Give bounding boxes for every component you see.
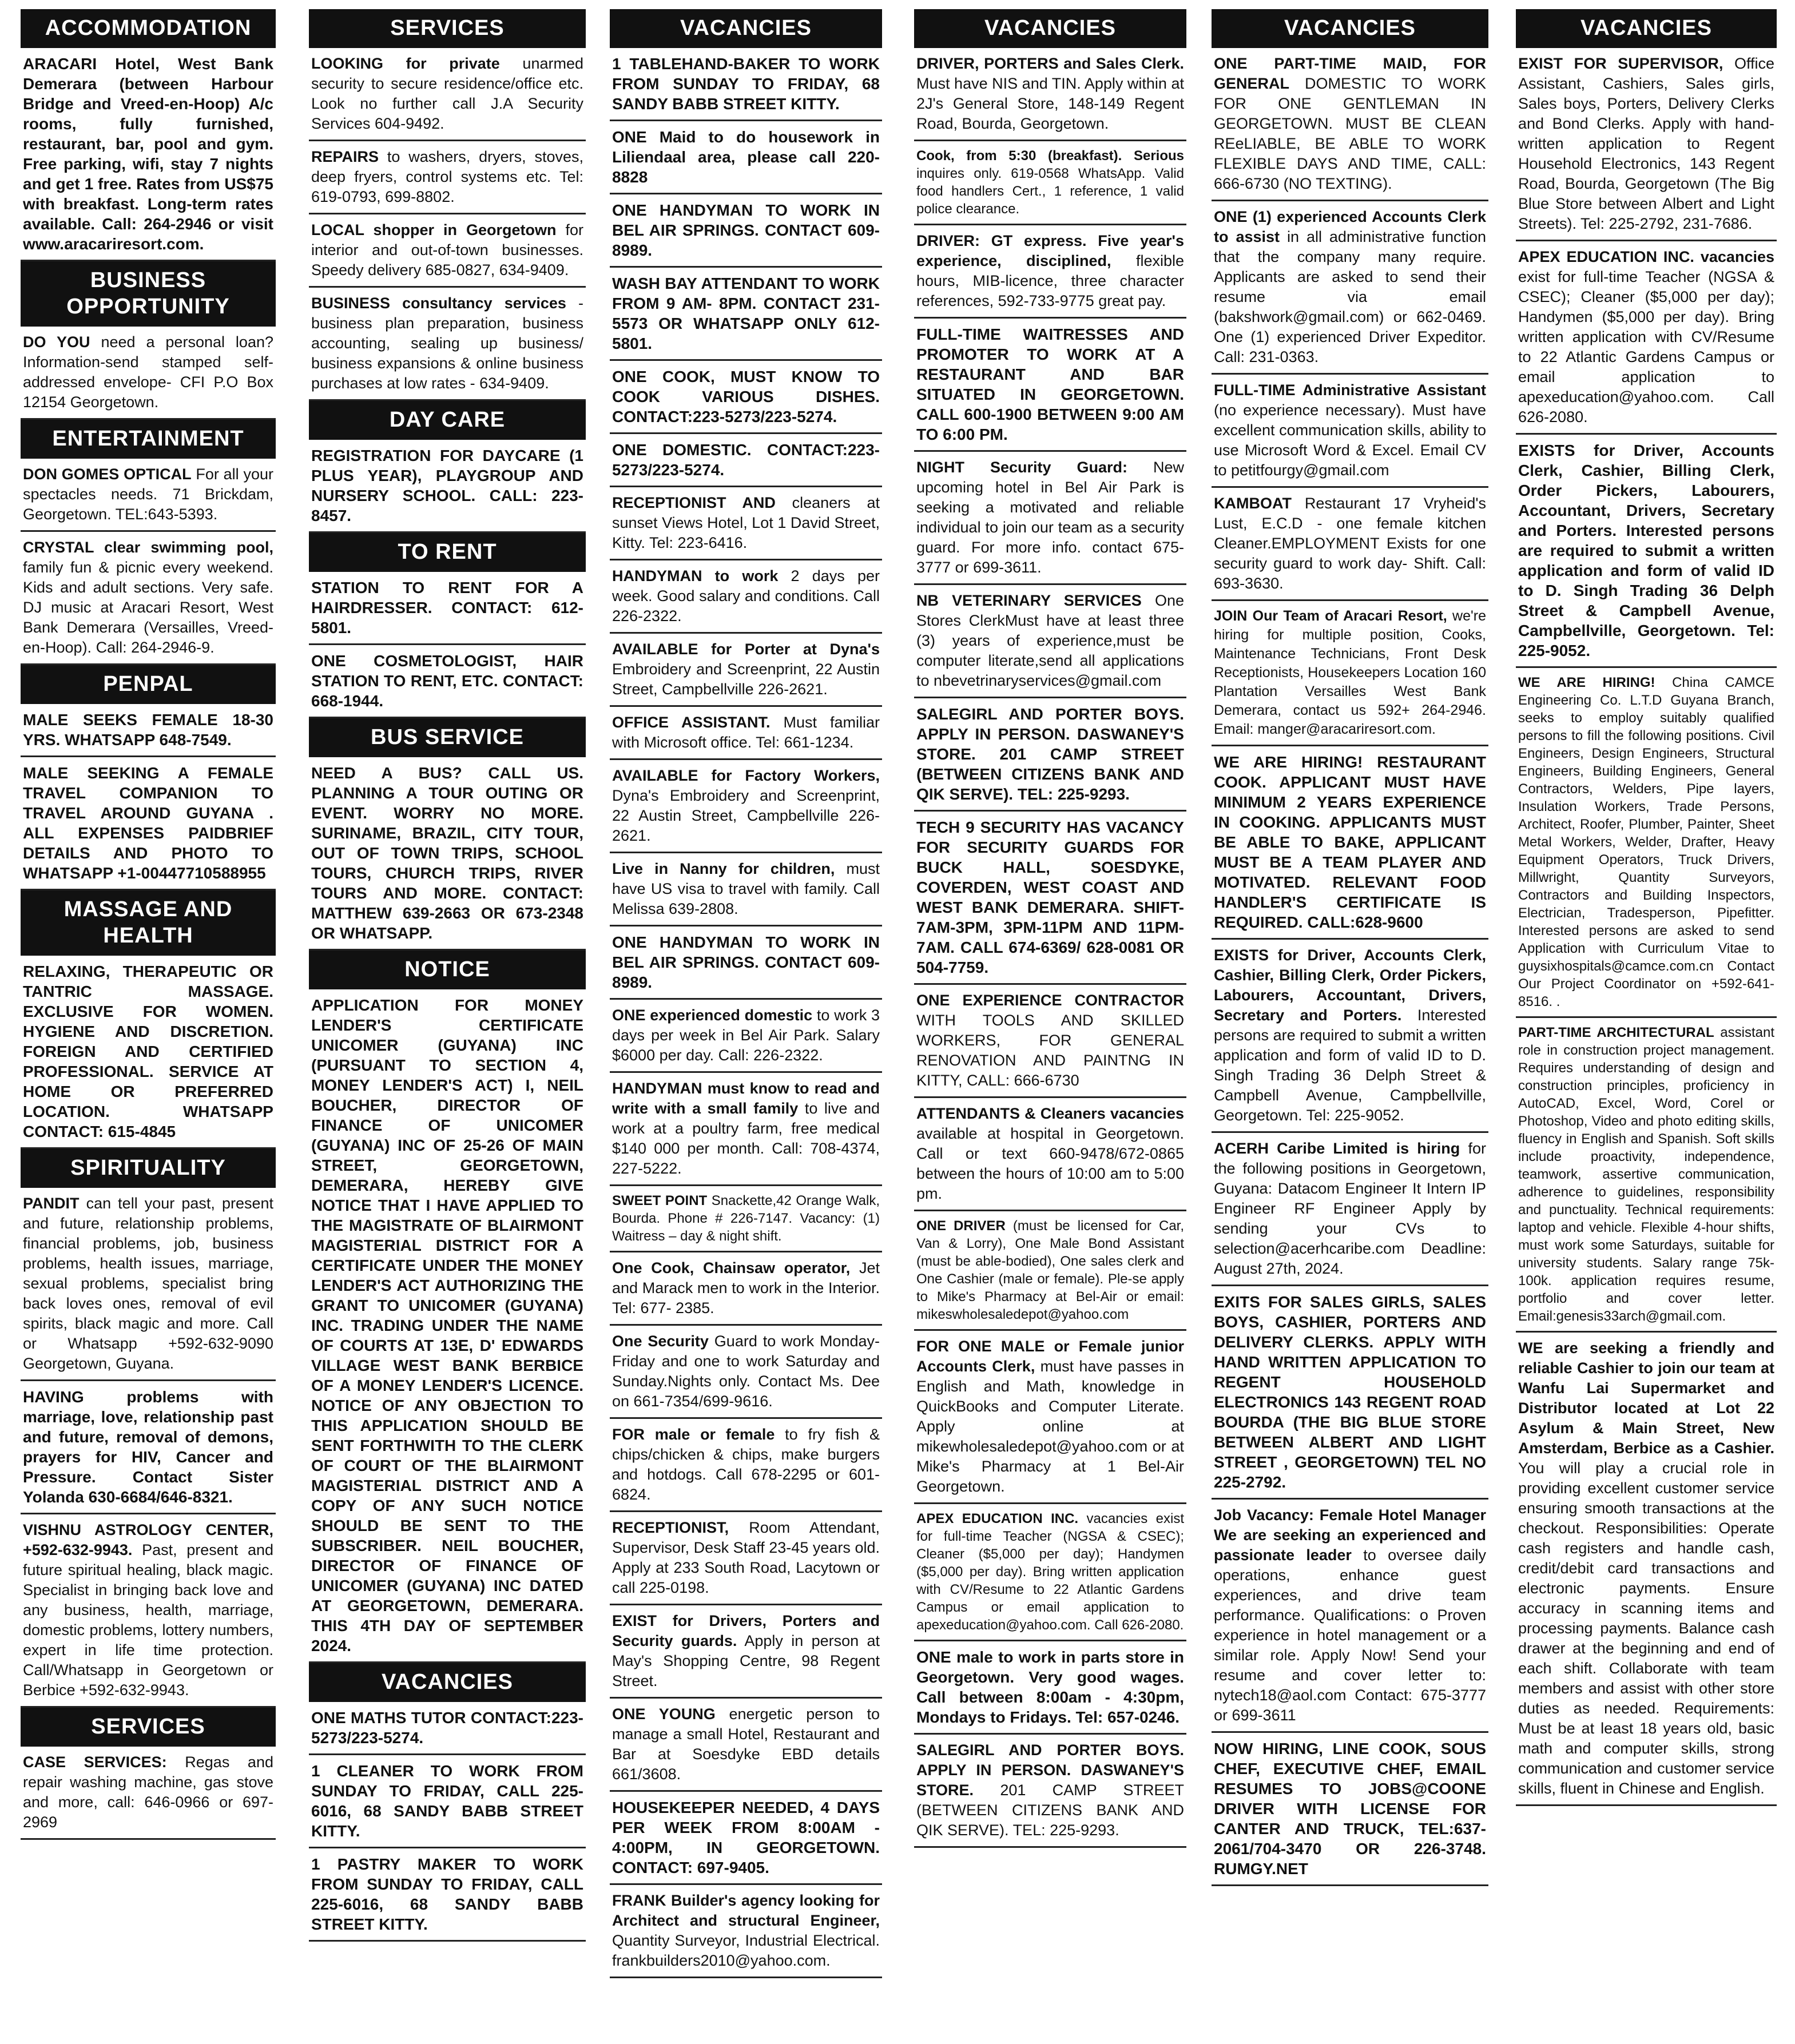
classified-ad — [610, 487, 882, 560]
classified-ad — [1516, 241, 1777, 435]
classified-ad — [21, 1381, 276, 1514]
ad-body-text: (must be licensed for Car, Van & Lorry), One Male Bond Assistant (must be able-bodied), One sales clerk and One Cashier (male or female). Ple-se apply to Mike's Pharmacy at Bel-Air or email: mikeswholesaledepot@yahoo.com — [916, 1218, 1184, 1322]
ad-lead-text: HANDYMAN to work — [612, 567, 779, 584]
classified-ad — [610, 48, 882, 121]
classified-ad — [21, 1514, 276, 1708]
ad-lead-text: EXISTS for Driver, Accounts Clerk, Cashier, Billing Clerk, Order Pickers, Labourers, Accountant, Drivers, Secretary and Porters. Interested persons are required to submit a written application and form of valid ID to D. Singh Trading 36 Delph Street & Campbell Avenue, Campbellville, Georgetown. Tel: 225-9052. — [1518, 442, 1774, 659]
section-header-penpal: PENPAL — [21, 665, 276, 704]
ad-lead-text: PANDIT — [23, 1195, 80, 1212]
classified-ad — [914, 319, 1186, 452]
ad-lead-text: EXISTS for Driver, Accounts Clerk, Cashier, Billing Clerk, Order Pickers, Labourers, Accountant, Drivers, Secretary and Porters. — [1214, 947, 1486, 1024]
classified-ad — [1516, 435, 1777, 668]
ad-lead-text: ONE PART-TIME MAID, FOR GENERAL — [1214, 55, 1486, 92]
ad-body-text: need a personal loan? Information-send stamped self-addressed envelope- CFI P.O Box 12154 Georgetown. — [23, 333, 273, 411]
ad-lead-text: APPLICATION FOR MONEY LENDER'S CERTIFICATE UNICOMER (GUYANA) INC (PURSUANT TO SECTION 4, MONEY LENDER'S ACT) I, NEIL BOUCHER, DIRECTOR OF FINANCE OF UNICOMER (GUYANA) INC OF 25-26 OF MAIN STREET, GEORGETOWN, DEMERARA, HEREBY GIVE NOTICE THAT I HAVE APPLIED TO THE MAGISTRATE OF BLAIRMONT MAGISTERIAL DISTRICT FOR A CERTIFICATE UNDER THE MONEY LENDER'S ACT AUTHORIZING THE GRANT TO UNICOMER (GUYANA) INC. TRADING UNDER THE NAME OF COURTS AT 13E, D' EDWARDS VILLAGE WEST BANK BERBICE OF A MONEY LENDER'S LICENCE. NOTICE OF ANY OBJECTION TO THIS APPLICATION SHOULD BE SENT FORTHWITH TO THE CLERK OF COURT OF THE BLAIRMONT MAGISTERIAL DISTRICT AND A COPY OF ANY SUCH NOTICE SHOULD BE SENT TO THE SUBSCRIBER. NEIL BOUCHER, DIRECTOR OF FINANCE OF UNICOMER (GUYANA) INC DATED AT GEORGETOWN, DEMERARA. THIS 4TH DAY OF SEPTEMBER 2024. — [311, 996, 583, 1655]
ad-lead-text: HAVING problems with marriage, love, relationship past and future, removal of demons, prayers for HIV, Cancer and Pressure. Contact Sister Yolanda 630-6684/646-8321. — [23, 1388, 273, 1506]
section-header-vacancies: VACANCIES — [309, 1663, 586, 1702]
ad-body-text: New upcoming hotel in Bel Air Park is seeking a motivated and reliable individual to join our team as a security guard. For more info. contact 675-3777 or 699-3611. — [916, 459, 1184, 576]
ad-body-text: available at hospital in Georgetown. Call or text 660-9478/672-0865 between the hours of 10:00 am to 5:00 pm. — [916, 1125, 1184, 1202]
ad-lead-text: ARACARI Hotel, West Bank Demerara (between Harbour Bridge and Vreed-en-Hoop) A/c rooms, fully furnished, restaurant, bar, pool and gym. Free parking, wifi, stay 7 nights and get 1 free. Rates from US$75 with breakfast. Long-term rates available. Call: 264-2946 or visit www.aracariresort.com. — [23, 55, 273, 253]
ad-body-text: Must familiar with Microsoft office. Tel: 661-1234. — [612, 714, 880, 751]
classified-ad — [610, 853, 882, 926]
ad-body-text: Room Attendant, Supervisor, Desk Staff 23-45 years old. Apply at 233 South Road, Lacytown or call 225-0198. — [612, 1519, 880, 1596]
section-header-notice: NOTICE — [309, 951, 586, 989]
classified-ad — [610, 268, 882, 361]
ad-body-text: to live and work at a poultry farm, free medical $140 000 per month. Call: 708-4374, 227-5222. — [612, 1100, 880, 1177]
ad-body-text: Past, present and future spiritual healing, black magic. Specialist in bringing back love and any business, health, marriage, domestic problems, lottery numbers, expert in life time protection. Call/Whatsapp in Georgetown or Berbice +592-632-9943. — [23, 1541, 273, 1699]
ad-lead-text: ONE COOK, MUST KNOW TO COOK VARIOUS DISHES. CONTACT:223-5273/223-5274. — [612, 368, 880, 425]
classified-ad — [309, 989, 586, 1663]
classified-ad — [309, 141, 586, 214]
ad-body-text: DOMESTIC TO WORK FOR ONE GENTLEMAN IN GEORGETOWN. MUST BE CLEAN REeLIABLE, BE ABLE TO WORK FLEXIBLE DAYS AND TIME, CALL: 666-6730 (NO TEXTING). — [1214, 75, 1486, 192]
ad-lead-text: ONE male to work in parts store in Georgetown. Very good wages. Call between 8:00am - 4:30pm, Mondays to Fridays. Tel: 657-0246. — [916, 1648, 1184, 1726]
classified-ad — [1212, 1500, 1488, 1733]
classified-ad — [1212, 488, 1488, 601]
classified-ad — [21, 48, 276, 261]
ad-body-text: Embroidery and Screenprint, 22 Austin Street, Campbellville 226-2621. — [612, 661, 880, 698]
ad-body-text: can tell your past, present and future, relationship problems, financial problems, job, business problems, health issues, marriage, sexual problems, specialist bring back loves ones, removal of evil spirits, black magic and more. Call or Whatsapp +592-632-9090 Georgetown, Guyana. — [23, 1195, 273, 1372]
classified-ad — [914, 985, 1186, 1098]
ad-lead-text: KAMBOAT — [1214, 495, 1292, 512]
ad-lead-text: FOR male or female — [612, 1426, 775, 1443]
ad-lead-text: WE ARE HIRING! — [1518, 675, 1655, 690]
section-header-day-care: DAY CARE — [309, 401, 586, 440]
classified-ad — [309, 288, 586, 401]
ad-body-text: - business plan preparation, business accounting, sealing up business/ business expansions & online business purchases at low rates - 634-9409. — [311, 295, 583, 392]
classified-ad — [610, 634, 882, 707]
classified-ad — [610, 1000, 882, 1073]
ad-lead-text: ATTENDANTS & Cleaners vacancies — [916, 1105, 1184, 1122]
classified-ad — [309, 1848, 586, 1942]
ad-lead-text: One Security — [612, 1333, 709, 1350]
classified-ad — [309, 757, 586, 951]
ad-body-text: 2 days per week. Good salary and conditions. Call 226-2322. — [612, 567, 880, 625]
column-1 — [21, 9, 276, 2034]
ad-body-text: WITH TOOLS AND SKILLED WORKERS, FOR GENERAL RENOVATION AND PAINTNG IN KITTY, CALL: 666-6730 — [916, 1012, 1184, 1089]
classified-ad — [1212, 601, 1488, 746]
classified-ad — [914, 1098, 1186, 1211]
classified-ad — [1516, 668, 1777, 1018]
column-6 — [1516, 9, 1777, 2034]
classified-ad — [309, 440, 586, 533]
column-4 — [914, 9, 1186, 2034]
classified-ad — [610, 1699, 882, 1792]
classified-ad — [21, 1188, 276, 1381]
classified-ad — [914, 1735, 1186, 1848]
classified-ad — [21, 956, 276, 1149]
ad-body-text: 201 CAMP STREET (BETWEEN CITIZENS BANK AND QIK SERVE). TEL: 225-9293. — [916, 1781, 1184, 1839]
classified-ad — [1212, 48, 1488, 201]
ad-body-text: we're hiring for multiple position, Cooks, Maintenance Technicians, Front Desk Receptionists, Housekeepers Location 160 Plantation Versailles West Bank Demerara, contact us 592+ 264-2946. Email: manger@aracariresort.com. — [1214, 608, 1486, 737]
ad-lead-text: ACERH Caribe Limited is hiring — [1214, 1140, 1460, 1157]
classified-ad — [610, 1252, 882, 1326]
classified-ad — [610, 926, 882, 1000]
ad-lead-text: LOCAL shopper in Georgetown — [311, 221, 557, 238]
ad-lead-text: DO YOU — [23, 333, 90, 351]
ad-body-text: must have passes in English and Math, knowledge in QuickBooks and Computer Literate. Apply online at mikewholesaledepot@yahoo.com or at Mike's Pharmacy at 1 Bel-Air Georgetown. — [916, 1358, 1184, 1495]
ad-body-text: (no experience necessary). Must have excellent communication skills, ability to use Microsoft Word & Excel. Email CV to petitfourgy@gmail.com — [1214, 401, 1486, 479]
ad-body-text: Must have NIS and TIN. Apply within at 2J's General Store, 148-149 Regent Road, Bourda, Georgetown. — [916, 75, 1184, 132]
ad-lead-text: AVAILABLE for Porter at Dyna's — [612, 641, 880, 658]
ad-body-text: Guard to work Monday-Friday and one to work Saturday and Sunday.Nights only. Contact Ms. Dee on 661-7354/699-9616. — [612, 1333, 880, 1410]
ad-lead-text: RECEPTIONIST AND — [612, 494, 776, 511]
section-header-bus-service: BUS SERVICE — [309, 718, 586, 757]
ad-lead-text: WASH BAY ATTENDANT TO WORK FROM 9 AM- 8PM. CONTACT 231-5573 OR WHATSAPP ONLY 612-5801. — [612, 275, 880, 352]
classified-ad — [309, 48, 586, 141]
ad-lead-text: Live in Nanny for children, — [612, 860, 835, 877]
classified-ad — [1516, 48, 1777, 241]
classified-ad — [21, 532, 276, 665]
ad-lead-text: 1 CLEANER TO WORK FROM SUNDAY TO FRIDAY, CALL 225-6016, 68 SANDY BABB STREET KITTY. — [311, 1762, 583, 1840]
column-3 — [610, 9, 882, 2034]
ad-lead-text: NIGHT Security Guard: — [916, 459, 1127, 476]
ad-lead-text: Job Vacancy: Female Hotel Manager We are seeking an experienced and passionate leader — [1214, 1506, 1486, 1564]
ad-lead-text: REPAIRS — [311, 148, 379, 165]
ad-lead-text: EXITS FOR SALES GIRLS, SALES BOYS, CASHIER, PORTERS AND DELIVERY CLERKS. APPLY WITH HAND WRITTEN APPLICATION TO REGENT HOUSEHOLD ELECTRONICS 143 REGENT ROAD BOURDA (THE BIG BLUE STORE BETWEEN ALBERT AND LIGHT STREET , GEORGETOWN) TEL NO 225-2792. — [1214, 1293, 1486, 1491]
classified-ad — [610, 1605, 882, 1699]
ad-lead-text: LOOKING for private — [311, 55, 500, 72]
ad-lead-text: BUSINESS consultancy services — [311, 295, 566, 312]
classified-ad — [21, 459, 276, 532]
classified-ad — [309, 572, 586, 645]
classified-ad — [610, 1326, 882, 1419]
ad-body-text: flexible hours, MIB-licence, three character references, 592-733-9775 great pay. — [916, 252, 1184, 309]
ad-body-text: For all your spectacles needs. 71 Brickdam, Georgetown. TEL:643-5393. — [23, 466, 273, 523]
classified-ad — [21, 1747, 276, 1840]
ad-lead-text: ONE (1) experienced Accounts Clerk to assist — [1214, 208, 1486, 245]
ad-body-text: energetic person to manage a small Hotel, Restaurant and Bar at Soesdyke EBD details 661/3608. — [612, 1705, 880, 1783]
ad-body-text: Apply in person at May's Shopping Centre, 98 Regent Street. — [612, 1632, 880, 1689]
ad-lead-text: REGISTRATION FOR DAYCARE (1 PLUS YEAR), PLAYGROUP AND NURSERY SCHOOL. CALL: 223-8457. — [311, 447, 583, 524]
ad-body-text: Interested persons are required to submit a written application and form of valid ID to D. Singh Trading 36 Delph Street & Campbell Avenue, Campbellville, Georgetown. Tel: 225-9052. — [1214, 1007, 1486, 1124]
classified-ad — [1212, 375, 1488, 488]
ad-lead-text: ONE experienced domestic — [612, 1007, 813, 1024]
ad-lead-text: One Cook, Chainsaw operator, — [612, 1259, 851, 1276]
ad-body-text: You will play a crucial role in providing excellent customer service ensuring smooth transactions at the checkout. Responsibilities: Operate cash registers and handle cash, credit/debit card transactions and electronic payments. Ensure accuracy in scanning items and processing payments. Balance cash drawer at the beginning and end of each shift. Collaborate with team members and assist with other store duties as needed. Requirements: Must be at least 18 years old, basic math and computer skills, strong communication and customer service skills, fluent in Chinese and English. — [1518, 1460, 1774, 1797]
ad-lead-text: HANDYMAN must know to read and write with a small family — [612, 1080, 880, 1117]
ad-lead-text: ONE EXPERIENCE CONTRACTOR — [916, 992, 1184, 1009]
classified-ad — [914, 1211, 1186, 1331]
ad-body-text: to oversee daily operations, enhance guest experiences, and drive team performance. Qualifications: o Proven experience in hotel management or a similar role. Apply Now! Send your resume and cover letter to: nytech18@aol.com Contact: 675-3777 or 699-3611 — [1214, 1546, 1486, 1724]
classified-ad — [309, 1702, 586, 1755]
ad-lead-text: ONE DOMESTIC. CONTACT:223-5273/223-5274. — [612, 441, 880, 479]
classified-ad — [610, 361, 882, 434]
classified-ad — [610, 1792, 882, 1885]
ad-body-text: for the following positions in Georgetown, Guyana: Datacom Engineer It Intern IP Engineer RF Engineer Apply by sending your CVs to selection@acerhcaribe.com Deadline: August 27th, 2024. — [1214, 1140, 1486, 1277]
ad-lead-text: APEX EDUCATION INC. — [916, 1511, 1079, 1526]
ad-body-text: Snackette,42 Orange Walk, Bourda. Phone # 226-7147. Vacancy: (1) Waitress – day & night shift. — [612, 1193, 880, 1244]
ad-lead-text: RELAXING, THERAPEUTIC OR TANTRIC MASSAGE. EXCLUSIVE FOR WOMEN. HYGIENE AND DISCRETION. FOREIGN AND CERTIFIED PROFESSIONAL. SERVICE AT HOME OR PREFERRED LOCATION. WHATSAPP CONTACT: 615-4845 — [23, 963, 273, 1140]
classified-ad — [309, 645, 586, 718]
section-header-vacancies: VACANCIES — [1212, 9, 1488, 48]
ad-lead-text: ONE HANDYMAN TO WORK IN BEL AIR SPRINGS. CONTACT 609-8989. — [612, 933, 880, 991]
ad-lead-text: FULL-TIME Administrative Assistant — [1214, 381, 1486, 399]
classified-ad — [914, 698, 1186, 812]
classified-ad — [1212, 1286, 1488, 1500]
ad-body-text: One Stores ClerkMust have at least three (3) years of experience,must be computer literate,send all applications to nbevetrinaryservices@gmail.com — [916, 592, 1184, 689]
ad-body-text: unarmed security to secure residence/office etc. Look no further call J.A Security Services 604-9492. — [311, 55, 583, 132]
ad-body-text: cleaners at sunset Views Hotel, Lot 1 David Street, Kitty. Tel: 223-6416. — [612, 494, 880, 551]
section-header-vacancies: VACANCIES — [914, 9, 1186, 48]
ad-lead-text: WE ARE HIRING! RESTAURANT COOK. APPLICANT MUST HAVE MINIMUM 2 YEARS EXPERIENCE IN COOKING. APPLICANTS MUST BE ABLE TO BAKE, APPLICANT MUST BE A TEAM PLAYER AND MOTIVATED. RELEVANT FOOD HANDLER'S CERTIFICATE IS REQUIRED. CALL:628-9600 — [1214, 753, 1486, 931]
classified-ad — [610, 1186, 882, 1252]
ad-body-text: Dyna's Embroidery and Screenprint, 22 Austin Street, Campbellville 226-2621. — [612, 787, 880, 844]
ad-lead-text: EXIST for Drivers, Porters and Security guards. — [612, 1612, 880, 1649]
section-header-entertainment: ENTERTAINMENT — [21, 420, 276, 459]
classified-ad — [914, 1641, 1186, 1735]
ad-body-text: for interior and out-of-town businesses. Speedy delivery 685-0827, 634-9409. — [311, 221, 583, 279]
ad-lead-text: ONE Maid to do housework in Liliendaal area, please call 220-8828 — [612, 128, 880, 186]
ad-body-text: to washers, dryers, stoves, deep fryers, control systems etc. Tel: 619-0793, 699-8802. — [311, 148, 583, 205]
ad-body-text: exist for full-time Teacher (NGSA & CSEC); Cleaner ($5,000 per day); Handymen ($5,000 per day). Bring written application with CV/Resume to 22 Atlantic Gardens Campus or email application to apexeducation@yahoo.com. Call 626-2080. — [1518, 268, 1774, 425]
classified-ad — [610, 121, 882, 194]
ad-body-text: vacancies exist for full-time Teacher (NGSA & CSEC); Cleaner ($5,000 per day); Handymen ($5,000 per day). Bring written application with CV/Resume to 22 Atlantic Gardens Campus or email application to apexeducation@yahoo.com. Call 626-2080. — [916, 1511, 1184, 1633]
ad-lead-text: 1 TABLEHAND-BAKER TO WORK FROM SUNDAY TO FRIDAY, 68 SANDY BABB STREET KITTY. — [612, 55, 880, 113]
classified-ad — [1212, 1133, 1488, 1286]
classified-ad — [1212, 746, 1488, 940]
ad-lead-text: 1 PASTRY MAKER TO WORK FROM SUNDAY TO FRIDAY, CALL 225-6016, 68 SANDY BABB STREET KITTY. — [311, 1855, 583, 1933]
ad-lead-text: FRANK Builder's agency looking for Architect and structural Engineer, — [612, 1892, 880, 1929]
classified-ad — [610, 560, 882, 634]
ad-lead-text: SALEGIRL AND PORTER BOYS. APPLY IN PERSON. DASWANEY'S STORE. 201 CAMP STREET (BETWEEN CITIZENS BANK AND QIK SERVE). TEL: 225-9293. — [916, 705, 1184, 803]
section-header-massage-and-health: MASSAGE AND HEALTH — [21, 890, 276, 956]
ad-lead-text: STATION TO RENT FOR A HAIRDRESSER. CONTACT: 612-5801. — [311, 579, 583, 637]
ad-body-text: must have US visa to travel with family. Call Melissa 639-2808. — [612, 860, 880, 917]
ad-lead-text: ONE MATHS TUTOR CONTACT:223-5273/223-5274. — [311, 1709, 583, 1747]
section-header-vacancies: VACANCIES — [610, 9, 882, 48]
ad-lead-text: HOUSEKEEPER NEEDED, 4 DAYS PER WEEK FROM 8:00AM - 4:00PM, IN GEORGETOWN. CONTACT: 697-9405. — [612, 1799, 880, 1876]
ad-lead-text: WE are seeking a friendly and reliable Cashier to join our team at Wanfu Lai Supermarket and Distributor located at Lot 22 Asylum & Main Street, New Amsterdam, Berbice as a Cashier. — [1518, 1339, 1774, 1457]
ad-lead-text: PART-TIME ARCHITECTURAL — [1518, 1025, 1714, 1040]
ad-lead-text: MALE SEEKS FEMALE 18-30 YRS. WHATSAPP 648-7549. — [23, 711, 273, 749]
classified-ad — [914, 1504, 1186, 1641]
classified-ad — [1516, 1333, 1777, 1806]
ad-lead-text: APEX EDUCATION INC. vacancies — [1518, 248, 1774, 265]
section-header-vacancies: VACANCIES — [1516, 9, 1777, 48]
ad-lead-text: ONE COSMETOLOGIST, HAIR STATION TO RENT, ETC. CONTACT: 668-1944. — [311, 652, 583, 710]
classified-ad — [914, 585, 1186, 698]
classified-ad — [309, 214, 586, 288]
classified-ad — [610, 1512, 882, 1605]
ad-lead-text: SALEGIRL AND PORTER BOYS. APPLY IN PERSON. DASWANEY'S STORE. — [916, 1741, 1184, 1799]
ad-body-text: family fun & picnic every weekend. Kids and adult sections. Very safe. DJ music at Aracari Resort, West Bank Demerara (Versailles, Vreed-en-Hoop). Call: 264-2946-9. — [23, 559, 273, 656]
ad-body-text: Office Assistant, Cashiers, Sales girls, Sales boys, Porters, Delivery Clerks and Bond Clerks. Apply with hand- written application to Regent Household Electronics, 143 Regent Road, Bourda, Georgetown (The Big Blue Store between Albert and Light Streets). Tel: 225-2792, 231-7686. — [1518, 55, 1774, 232]
classified-ad — [914, 452, 1186, 585]
ad-body-text: in all administrative function that the company many require. Applicants are asked to send their resume via email (bakshwork@gmail.com) or 662-0469. One (1) experienced Driver Expeditor. Call: 231-0363. — [1214, 228, 1486, 365]
ad-lead-text: CASE SERVICES: — [23, 1753, 167, 1771]
section-header-to-rent: TO RENT — [309, 533, 586, 572]
ad-lead-text: MALE SEEKING A FEMALE TRAVEL COMPANION TO TRAVEL AROUND GUYANA . ALL EXPENSES PAIDBRIEF DETAILS AND PHOTO TO WHATSAPP +1-00447710588955 — [23, 764, 273, 882]
section-header-accommodation: ACCOMMODATION — [21, 9, 276, 48]
ad-body-text: China CAMCE Engineering Co. L.T.D Guyana Branch, seeks to employ suitably qualified persons to fill the following positions. Civil Engineers, Design Engineers, Structural Engineers, Building Engineers, General Contractors, Welders, Pipe layers, Insulation Workers, Trade Persons, Architect, Roofer, Plumber, Painter, Sheet Metal Workers, Welder, Drafter, Heavy Equipment Operators, Truck Drivers, Millwright, Quantity Surveyors, Contractors and Building Inspectors, Electrician, Tradesperson, Pipefitter. Interested persons are asked to send Application with Curriculum Vitae to guysixhospitals@camce.com.cn Contact Our Project Coordinator on +592-641-8516. . — [1518, 675, 1774, 1009]
classified-ad — [21, 704, 276, 757]
classified-ad — [914, 141, 1186, 225]
ad-lead-text: ONE YOUNG — [612, 1705, 716, 1723]
ad-lead-text: NB VETERINARY SERVICES — [916, 592, 1142, 609]
ad-lead-text: AVAILABLE for Factory Workers, — [612, 767, 880, 784]
classified-ad — [610, 194, 882, 268]
ad-lead-text: NEED A BUS? CALL US. PLANNING A TOUR OUTING OR EVENT. WORRY NO MORE. SURINAME, BRAZIL, CITY TOUR, OUT OF TOWN TRIPS, SCHOOL TOURS, CHURCH TRIPS, RIVER TOURS AND MORE. CONTACT: MATTHEW 639-2663 OR 673-2348 OR WHATSAPP. — [311, 764, 583, 942]
ad-lead-text: CRYSTAL clear swimming pool, — [23, 539, 273, 556]
classified-ad — [914, 225, 1186, 319]
ad-body-text: inquires only. 619-0568 WhatsApp. Valid food handlers Cert., 1 reference, 1 valid police clearance. — [916, 166, 1184, 217]
ad-lead-text: RECEPTIONIST, — [612, 1519, 729, 1536]
ad-lead-text: SWEET POINT — [612, 1193, 708, 1208]
ad-lead-text: FULL-TIME WAITRESSES AND PROMOTER TO WORK AT A RESTAURANT AND BAR SITUATED IN GEORGETOWN. CALL 600-1900 BETWEEN 9:00 AM TO 6:00 PM. — [916, 325, 1184, 443]
classified-ad — [914, 812, 1186, 985]
classified-ad — [610, 1419, 882, 1512]
ad-lead-text: VISHNU ASTROLOGY CENTER, +592-632-9943. — [23, 1521, 273, 1558]
section-header-business-opportunity: BUSINESS OPPORTUNITY — [21, 261, 276, 327]
classified-ad — [914, 1331, 1186, 1504]
ad-body-text: Restaurant 17 Vryheid's Lust, E.C.D - one female kitchen Cleaner.EMPLOYMENT Exists for one security guard to work day- Shift. Call: 693-3630. — [1214, 495, 1486, 592]
ad-lead-text: FOR ONE MALE or Female junior Accounts Clerk, — [916, 1338, 1184, 1375]
classified-ad — [610, 434, 882, 487]
classified-ad — [610, 760, 882, 853]
classified-ad — [610, 707, 882, 760]
ad-body-text: to work 3 days per week in Bel Air Park. Salary $6000 per day. Call: 226-2322. — [612, 1007, 880, 1064]
classified-ad — [1212, 201, 1488, 375]
section-header-services: SERVICES — [309, 9, 586, 48]
classified-ad — [21, 327, 276, 420]
section-header-services: SERVICES — [21, 1708, 276, 1747]
ad-lead-text: DON GOMES OPTICAL — [23, 466, 192, 483]
ad-lead-text: OFFICE ASSISTANT. — [612, 714, 771, 731]
column-5 — [1212, 9, 1488, 2034]
ad-body-text: to fry fish & chips/chicken & chips, make burgers and hotdogs. Call 678-2295 or 601-6824. — [612, 1426, 880, 1503]
ad-lead-text: ONE HANDYMAN TO WORK IN BEL AIR SPRINGS. CONTACT 609-8989. — [612, 201, 880, 259]
classified-ad — [610, 1885, 882, 1978]
ad-body-text: assistant role in construction project management. Requires understanding of design and construction principles, proficiency in AutoCAD, Excel, Word, Corel or Photoshop, Video and photo editing skills, fluency in English and Spanish. Soft skills include proactivity, independence, teamwork, assertive communication, adherence to guidelines, responsibility and punctuality. Technical requirements: laptop and vehicle. Flexible 4-hour shifts, must work some Saturdays, suitable for university students. Salary range 75k-100k. application requires resume, portfolio and cover letter. Email:genesis33arch@gmail.com. — [1518, 1025, 1774, 1324]
classified-ad — [21, 757, 276, 890]
ad-body-text: Jet and Marack men to work in the Interior. Tel: 677- 2385. — [612, 1259, 880, 1317]
classified-ad — [914, 48, 1186, 141]
ad-body-text: Quantity Surveyor, Industrial Electrical. frankbuilders2010@yahoo.com. — [612, 1932, 880, 1969]
ad-lead-text: TECH 9 SECURITY HAS VACANCY FOR SECURITY GUARDS FOR BUCK HALL, SOESDYKE, COVERDEN, WEST COAST AND WEST BANK DEMERARA. SHIFT-7AM-3PM, 3PM-11PM AND 11PM-7AM. CALL 674-6369/ 628-0081 OR 504-7759. — [916, 818, 1184, 976]
ad-lead-text: JOIN Our Team of Aracari Resort, — [1214, 608, 1447, 624]
column-2 — [309, 9, 586, 2034]
ad-lead-text: DRIVER, PORTERS and Sales Clerk. — [916, 55, 1184, 72]
classified-ad — [1212, 940, 1488, 1133]
ad-lead-text: DRIVER: GT express. Five year's experience, disciplined, — [916, 232, 1184, 269]
classified-ad — [1212, 1733, 1488, 1886]
classified-ad — [1516, 1018, 1777, 1333]
ad-lead-text: NOW HIRING, LINE COOK, SOUS CHEF, EXECUTIVE CHEF, EMAIL RESUMES TO JOBS@COONE DRIVER WITH LICENSE FOR CANTER AND TRUCK, TEL:637-2061/704-3470 OR 226-3748. RUMGY.NET — [1214, 1740, 1486, 1878]
classified-ad — [610, 1073, 882, 1186]
classified-ad — [309, 1755, 586, 1848]
section-header-spirituality: SPIRITUALITY — [21, 1149, 276, 1188]
ad-body-text: Regas and repair washing machine, gas stove and more, call: 646-0966 or 697-2969 — [23, 1753, 273, 1831]
ad-lead-text: ONE DRIVER — [916, 1218, 1006, 1234]
ad-lead-text: Cook, from 5:30 (breakfast). Serious — [916, 148, 1184, 164]
ad-lead-text: EXIST FOR SUPERVISOR, — [1518, 55, 1723, 72]
